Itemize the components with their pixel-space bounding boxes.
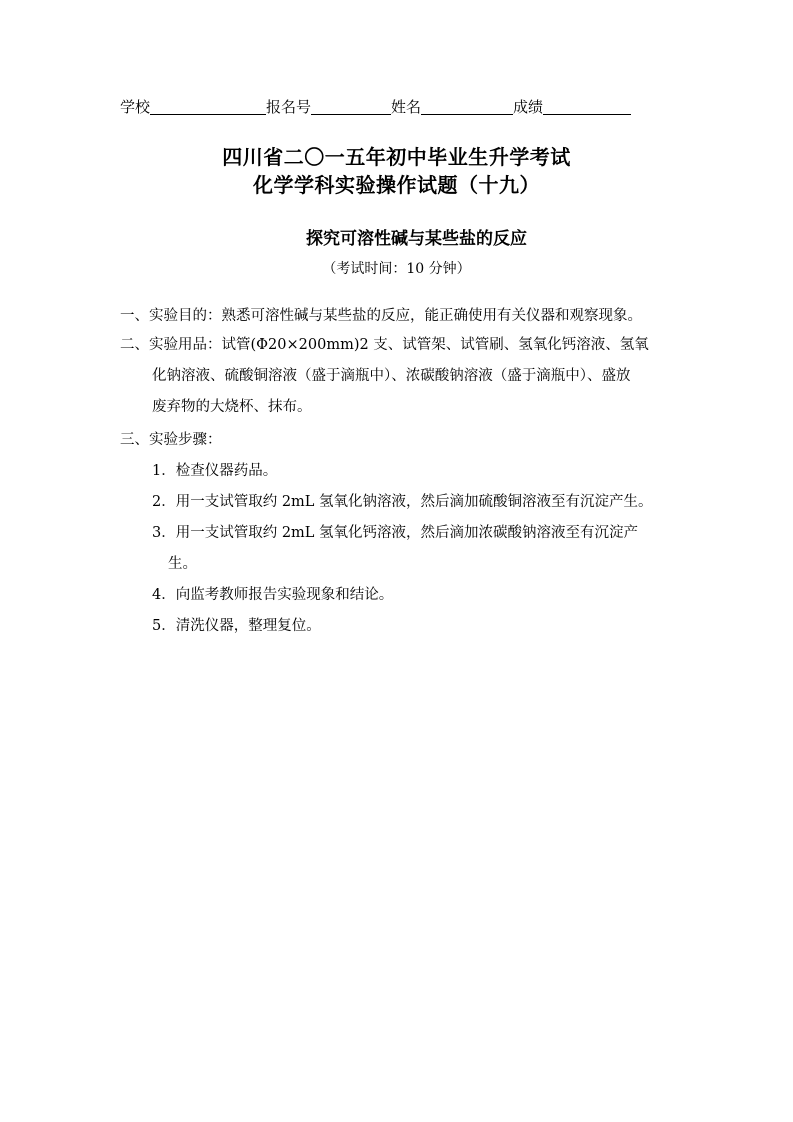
- step-item: 1．检查仪器药品。: [152, 463, 278, 479]
- materials-line-2: 化钠溶液、硫酸铜溶液（盛于滴瓶中）、浓碳酸钠溶液（盛于滴瓶中）、盛放: [152, 368, 631, 384]
- regno-label: 报名号: [266, 98, 312, 116]
- name-blank: [421, 98, 513, 115]
- exam-title-line2: 化学学科实验操作试题（十九）: [253, 173, 540, 197]
- exam-time: （考试时间：10 分钟）: [322, 261, 471, 277]
- experiment-title: 探究可溶性碱与某些盐的反应: [306, 229, 527, 249]
- score-label: 成绩: [513, 98, 544, 116]
- score-blank: [543, 98, 631, 115]
- purpose-line: 一、实验目的：熟悉可溶性碱与某些盐的反应，能正确使用有关仪器和观察现象。: [120, 308, 642, 324]
- candidate-info-line: [120, 96, 680, 118]
- step-item: 4．向监考教师报告实验现象和结论。: [152, 587, 394, 603]
- name-field: [391, 96, 513, 118]
- section-materials: [120, 330, 680, 423]
- section-steps: [120, 425, 680, 642]
- step-item: 3．用一支试管取约 2mL 氢氧化钙溶液，然后滴加浓碳酸钠溶液至有沉淀产: [152, 525, 639, 541]
- steps-heading: 三、实验步骤：: [120, 432, 222, 448]
- school-label: 学校: [120, 98, 151, 116]
- step-item: 2．用一支试管取约 2mL 氢氧化钠溶液，然后滴加硫酸铜溶液至有沉淀产生。: [152, 494, 653, 510]
- exam-title-line1: 四川省二〇一五年初中毕业生升学考试: [222, 145, 571, 169]
- name-label: 姓名: [391, 98, 422, 116]
- score-field: [513, 96, 631, 118]
- step-item: 5．清洗仪器，整理复位。: [152, 618, 321, 634]
- materials-line-1: 二、实验用品：试管(Φ20×200mm)2 支、试管架、试管刷、氢氧化钙溶液、氢氧: [120, 337, 649, 353]
- step-item-continuation: 生。: [168, 556, 197, 572]
- materials-line-3: 废弃物的大烧杯、抹布。: [152, 399, 312, 415]
- regno-field: [266, 96, 391, 118]
- school-blank: [150, 98, 266, 115]
- section-purpose: [120, 301, 680, 332]
- regno-blank: [311, 98, 391, 115]
- school-field: [120, 96, 266, 118]
